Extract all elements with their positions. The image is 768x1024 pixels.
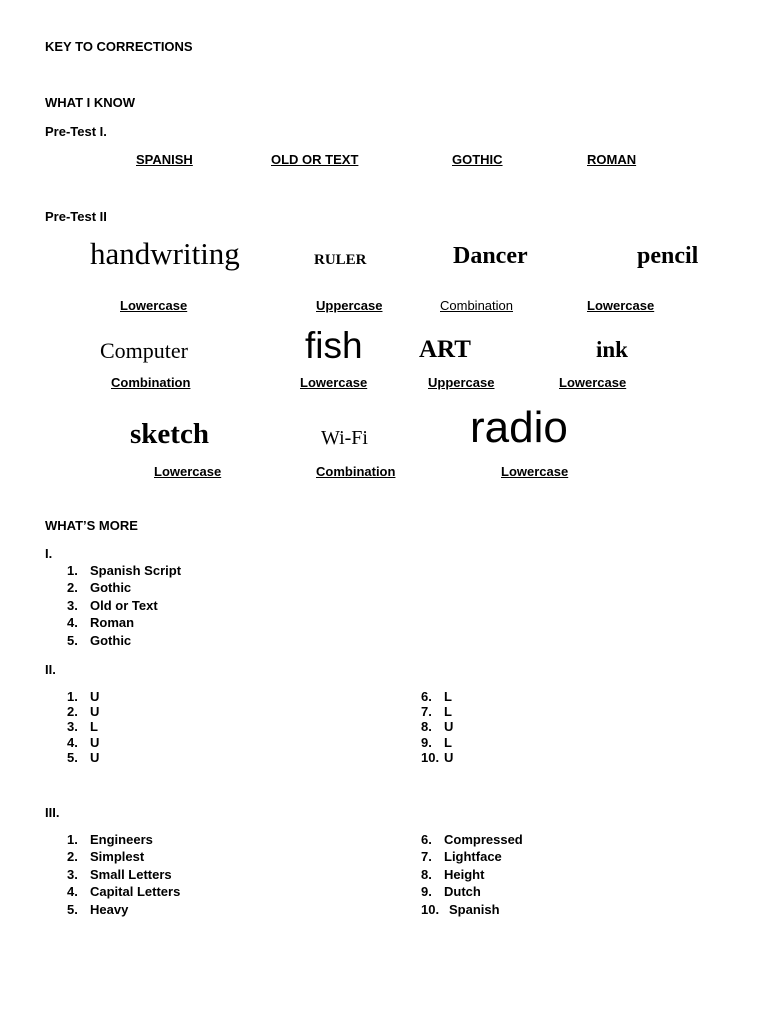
pretest2-answer-9: Lowercase [154, 464, 222, 479]
list-item: 5. Gothic [67, 632, 132, 648]
part2-label: II. [45, 662, 56, 677]
part3-left-list [67, 831, 180, 918]
list-item: 8. Height [421, 866, 485, 882]
pretest2-answer-8: Lowercase [559, 375, 627, 390]
list-item: 1. Spanish Script [67, 563, 182, 578]
list-item: 9. L [421, 734, 452, 750]
section-heading-what-i-know: WHAT I KNOW [45, 95, 136, 110]
list-item: 6. Compressed [421, 832, 523, 847]
pretest2-word-pencil: pencil [637, 243, 699, 269]
part1-list [67, 562, 181, 649]
pretest2-answer-11: Lowercase [501, 464, 569, 479]
list-item: 4. U [67, 734, 100, 750]
pretest2-answer-1: Lowercase [120, 298, 188, 313]
section-heading-whats-more: WHAT’S MORE [45, 518, 138, 533]
pretest2-answer-5: Combination [111, 375, 191, 390]
pretest2-word-wifi: Wi-Fi [321, 427, 368, 449]
pretest2-word-computer: Computer [100, 338, 188, 363]
list-item: 5. Heavy [67, 901, 129, 917]
list-item: 7. L [421, 704, 452, 720]
list-item: 4. Roman [67, 615, 135, 631]
list-item: 2. Gothic [67, 580, 132, 596]
pretest1-answer-3: GOTHIC [452, 152, 503, 167]
pretest2-answer-3: Combination [440, 298, 513, 313]
part2-left-list [67, 689, 99, 765]
pretest2-word-fish: fish [305, 325, 363, 366]
pretest2-answer-2: Uppercase [316, 298, 383, 313]
pretest2-word-dancer: Dancer [453, 243, 528, 269]
pretest2-word-ruler: RULER [314, 252, 367, 268]
pretest2-answer-7: Uppercase [428, 375, 495, 390]
pretest1-answer-1: SPANISH [136, 152, 193, 167]
list-item: 5. U [67, 749, 100, 765]
pretest2-answer-10: Combination [316, 464, 396, 479]
list-item: 6. L [421, 689, 452, 704]
pretest2-word-handwriting: handwriting [90, 236, 240, 271]
list-item: 7. Lightface [421, 849, 502, 865]
part3-right-list [421, 831, 523, 918]
pretest2-answer-4: Lowercase [587, 298, 655, 313]
list-item: 8. U [421, 719, 454, 735]
pretest1-answer-4: ROMAN [587, 152, 637, 167]
list-item: 9. Dutch [421, 884, 481, 900]
part1-label: I. [45, 546, 53, 561]
pretest2-label: Pre-Test II [45, 209, 107, 224]
list-item: 4. Capital Letters [67, 884, 181, 900]
list-item: 3. Old or Text [67, 597, 158, 613]
pretest2-word-ink: ink [596, 337, 628, 362]
pretest2-word-art: ART [419, 336, 471, 363]
list-item: 3. Small Letters [67, 866, 172, 882]
part3-label: III. [45, 805, 60, 820]
list-item: 2. U [67, 704, 100, 720]
list-item: 3. L [67, 719, 98, 735]
list-item: 10. Spanish [421, 901, 500, 917]
pretest1-answer-2: OLD OR TEXT [271, 152, 359, 167]
list-item: 10. U [421, 749, 454, 765]
part2-right-list [421, 689, 453, 765]
list-item: 1. U [67, 689, 100, 704]
pretest1-label: Pre-Test I. [45, 124, 107, 139]
pretest2-word-sketch: sketch [130, 418, 209, 450]
page-title: KEY TO CORRECTIONS [45, 39, 193, 54]
pretest2-answer-6: Lowercase [300, 375, 368, 390]
pretest2-word-radio: radio [470, 403, 568, 452]
list-item: 1. Engineers [67, 832, 153, 847]
list-item: 2. Simplest [67, 849, 145, 865]
